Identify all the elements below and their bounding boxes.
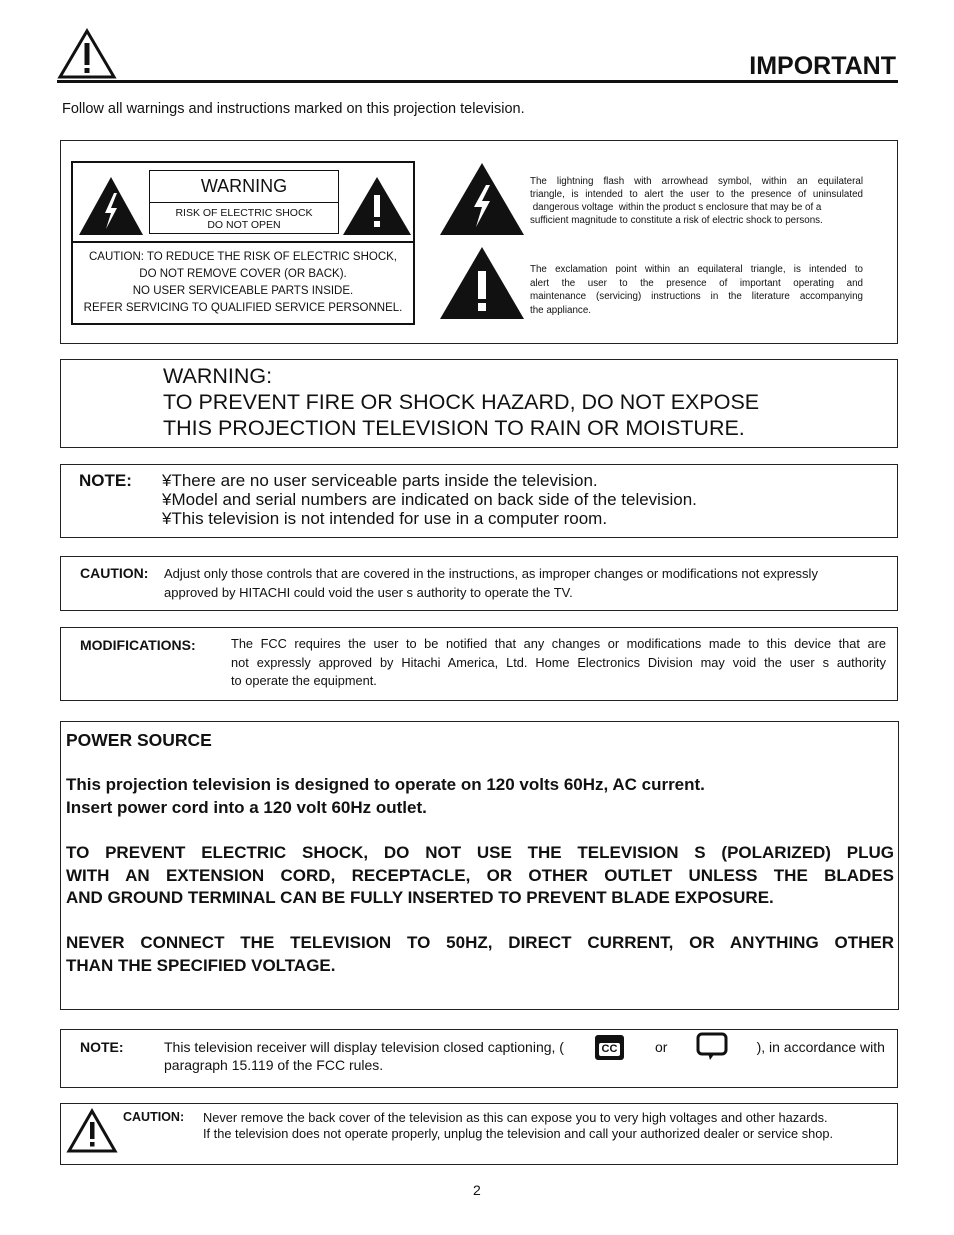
lightning-symbol-icon <box>438 161 526 237</box>
header-rule <box>57 80 898 83</box>
note-label: NOTE: <box>79 471 132 490</box>
note-box <box>60 464 898 538</box>
caution-back-cover-text: Never remove the back cover of the television as this can expose you to very high voltages and other hazards. If the television does not operate properly, unplug the television and call your authorized dealer or service shop. <box>203 1110 834 1141</box>
page-number: 2 <box>473 1182 481 1198</box>
warning-label-title: WARNING <box>150 171 338 203</box>
lightning-description: The lightning flash with arrowhead symbol, within an equilateral triangle, is intended to alert the user to the presence of uninsulated dangerous voltage within the product s enclosure that may be of a sufficient magnitude to constitute a risk of electric shock to persons. <box>530 176 863 226</box>
intro-text: Follow all warnings and instructions marked on this projection television. <box>62 101 525 117</box>
closed-caption-cc-icon: CC <box>595 1035 625 1060</box>
caution-text: Adjust only those controls that are covered in the instructions, as improper changes or modifications not expressly approved by HITACHI could void the user s authority to operate the TV. <box>164 566 818 600</box>
modifications-box <box>60 627 898 701</box>
caution-back-cover-box <box>60 1103 898 1165</box>
note-item: ¥Model and serial numbers are indicated on back side of the television. <box>162 490 697 509</box>
warning-label-header <box>149 170 339 234</box>
caution-line-1: CAUTION: TO REDUCE THE RISK OF ELECTRIC SHOCK, <box>89 251 397 263</box>
risk-line-1: RISK OF ELECTRIC SHOCK <box>175 207 313 219</box>
caution-line-3: NO USER SERVICEABLE PARTS INSIDE. <box>132 285 354 297</box>
power-source-para-3: NEVER CONNECT THE TELEVISION TO 50HZ, DIRECT CURRENT, OR ANYTHING OTHER THAN THE SPECIFIED VOLTAGE. <box>66 933 894 975</box>
warning-triangle-icon <box>66 1108 118 1154</box>
power-source-box <box>60 721 899 1010</box>
note-captioning-line-1: This television receiver will display television closed captioning, ( CC or ), in accordance with <box>164 1032 885 1062</box>
modifications-text: The FCC requires the user to be notified that any changes or modifications made to this device that are not expressly approved by Hitachi America, Ltd. Home Electronics Division may void the user s authority to operate the equipment. <box>231 636 886 688</box>
page-title: IMPORTANT <box>749 52 896 80</box>
caption-speech-bubble-icon <box>696 1032 728 1062</box>
modifications-label: MODIFICATIONS: <box>80 637 196 653</box>
note-items <box>162 471 697 528</box>
note-captioning-line-2: paragraph 15.119 of the FCC rules. <box>164 1057 384 1073</box>
note-captioning-label: NOTE: <box>80 1039 124 1055</box>
warning-label <box>71 161 415 325</box>
note-item: ¥There are no user serviceable parts inside the television. <box>162 471 598 490</box>
caution-label: CAUTION: <box>80 565 149 581</box>
power-source-title: POWER SOURCE <box>66 730 212 750</box>
exclamation-description: The exclamation point within an equilateral triangle, is intended to alert the user to the presence of important operating and maintenance (servicing) instructions in the literature accompanying the appliance. <box>530 264 863 316</box>
caution-back-cover-label: CAUTION: <box>123 1110 185 1124</box>
note-item: ¥This television is not intended for use in a computer room. <box>162 509 608 528</box>
note-captioning-box <box>60 1029 898 1088</box>
power-source-para-1: This projection television is designed to operate on 120 volts 60Hz, AC current. Insert power cord into a 120 volt 60Hz outlet. <box>66 775 705 817</box>
caution-label-text <box>73 249 413 317</box>
risk-line-2: DO NOT OPEN <box>207 219 281 231</box>
exclamation-triangle-icon <box>341 175 413 237</box>
caution-line-2: DO NOT REMOVE COVER (OR BACK). <box>139 268 347 280</box>
warning-text: WARNING: TO PREVENT FIRE OR SHOCK HAZARD, DO NOT EXPOSE THIS PROJECTION TELEVISION TO RAIN OR MOISTURE. <box>163 364 760 440</box>
exclamation-symbol-icon <box>438 245 526 321</box>
symbols-panel <box>60 140 898 344</box>
warning-triangle-icon <box>57 28 117 80</box>
label-divider <box>73 241 413 243</box>
power-source-para-2: TO PREVENT ELECTRIC SHOCK, DO NOT USE THE TELEVISION S (POLARIZED) PLUG WITH AN EXTENSION CORD, RECEPTACLE, OR OTHER OUTLET UNLESS THE BLADES AND GROUND TERMINAL CAN BE FULLY INSERTED TO PREVENT BLADE EXPOSURE. <box>66 843 894 907</box>
caution-line-4: REFER SERVICING TO QUALIFIED SERVICE PERSONNEL. <box>83 302 403 314</box>
lightning-triangle-icon <box>77 175 145 237</box>
warning-box <box>60 359 898 448</box>
caution-box <box>60 556 898 611</box>
